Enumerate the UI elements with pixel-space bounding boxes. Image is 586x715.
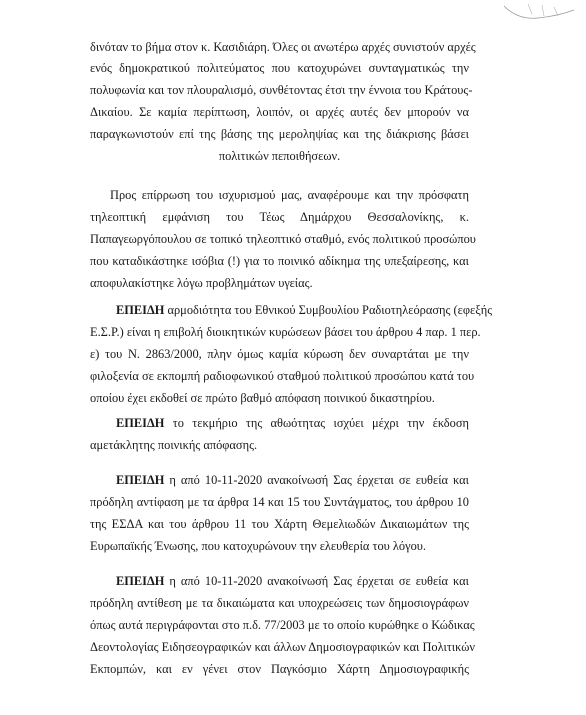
text-line: παραγκωνιστούν επί της βάσης της μεροληψίας και της διάκρισης βάσει [90, 127, 469, 141]
text-line: ε) του Ν. 2863/2000, πλην όμως καμία κύρωση δεν συναρτάται με την [90, 347, 469, 361]
text-line: που καταδικάστηκε ισόβια (!) για το ποινικό αδίκημα της υπεξαίρεσης, και [90, 254, 469, 268]
text-line: ΕΠΕΙΔΗ αρμοδιότητα του Εθνικού Συμβουλίου Ραδιοτηλεόρασης (εφεξής [116, 303, 493, 317]
text-line: αμετάκλητης ποινικής απόφασης. [90, 438, 258, 452]
text-line: ΕΠΕΙΔΗ το τεκμήριο της αθωότητας ισχύει μέχρι την έκδοση [116, 416, 469, 430]
stamp-mark [498, 2, 578, 28]
epeidi-heading: ΕΠΕΙΔΗ [116, 416, 165, 430]
text-line: οποίου έχει εκδοθεί σε πρώτο βαθμό απόφαση ποινικού δικαστηρίου. [90, 391, 435, 405]
text-line: δινόταν το βήμα στον κ. Κασιδιάρη. Όλες οι ανωτέρω αρχές συνιστούν αρχές [90, 40, 476, 54]
text-line: Ευρωπαϊκής Ένωσης, που κατοχυρώνουν την ελευθερία του λόγου. [90, 539, 427, 553]
text-line: Προς επίρρωση του ισχυρισμού μας, αναφέρουμε και την πρόσφατη [110, 188, 469, 202]
text-line: ΕΠΕΙΔΗ η από 10-11-2020 ανακοίνωσή Σας έρχεται σε ευθεία και [116, 473, 469, 487]
text-line: Ε.Σ.Ρ.) είναι η επιβολή διοικητικών κυρώσεων βάσει του άρθρου 4 παρ. 1 περ. [90, 325, 481, 339]
text-line: ΕΠΕΙΔΗ η από 10-11-2020 ανακοίνωσή Σας έρχεται σε ευθεία και [116, 574, 469, 588]
epeidi-heading: ΕΠΕΙΔΗ [116, 574, 165, 588]
text-line: ενός δημοκρατικού πολιτεύματος που κατοχυρώνει συνταγματικώς την [90, 61, 469, 75]
text-line: αποφυλακίστηκε λόγω προβλημάτων υγείας. [90, 276, 313, 290]
text-line: πρόδηλη αντίφαση με τα άρθρα 14 και 15 του Συντάγματος, του άρθρου 10 [90, 495, 469, 509]
text-line: φιλοξενία σε εκπομπή ραδιοφωνικού σταθμού πολιτικού προσώπου κατά του [90, 369, 475, 383]
text-line: της ΕΣΔΑ και του άρθρου 11 του Χάρτη Θεμελιωδών Δικαιωμάτων της [90, 517, 469, 531]
text-line: τηλεοπτική εμφάνιση του Τέως Δημάρχου Θεσσαλονίκης, κ. [90, 210, 469, 224]
text-line: πολυφωνία και τον πλουραλισμό, συνθέτοντας έτσι την έννοια του Κράτους- [90, 83, 473, 97]
epeidi-heading: ΕΠΕΙΔΗ [116, 473, 165, 487]
text-line: Δεοντολογίας Ειδησεογραφικών και άλλων Δημοσιογραφικών και Πολιτικών [90, 640, 476, 654]
epeidi-heading: ΕΠΕΙΔΗ [116, 303, 165, 317]
text-line: όπως αυτά περιγράφονται στο π.δ. 77/2003 με το οποίο κυρώθηκε ο Κώδικας [90, 618, 475, 632]
text-line: Εκπομπών, και εν γένει στον Παγκόσμιο Χάρτη Δημοσιογραφικής [90, 662, 469, 676]
text-line: Δικαίου. Σε καμία περίπτωση, λοιπόν, οι αρχές αυτές δεν μπορούν να [90, 105, 469, 119]
text-line: πρόδηλη αντίθεση με τα δικαιώματα και υποχρεώσεις των δημοσιογράφων [90, 596, 469, 610]
text-line: πολιτικών πεποιθήσεων. [218, 149, 341, 163]
text-line: Παπαγεωργόπουλου σε τοπικό τηλεοπτικό σταθμό, ενός πολιτικού προσώπου [90, 232, 476, 246]
